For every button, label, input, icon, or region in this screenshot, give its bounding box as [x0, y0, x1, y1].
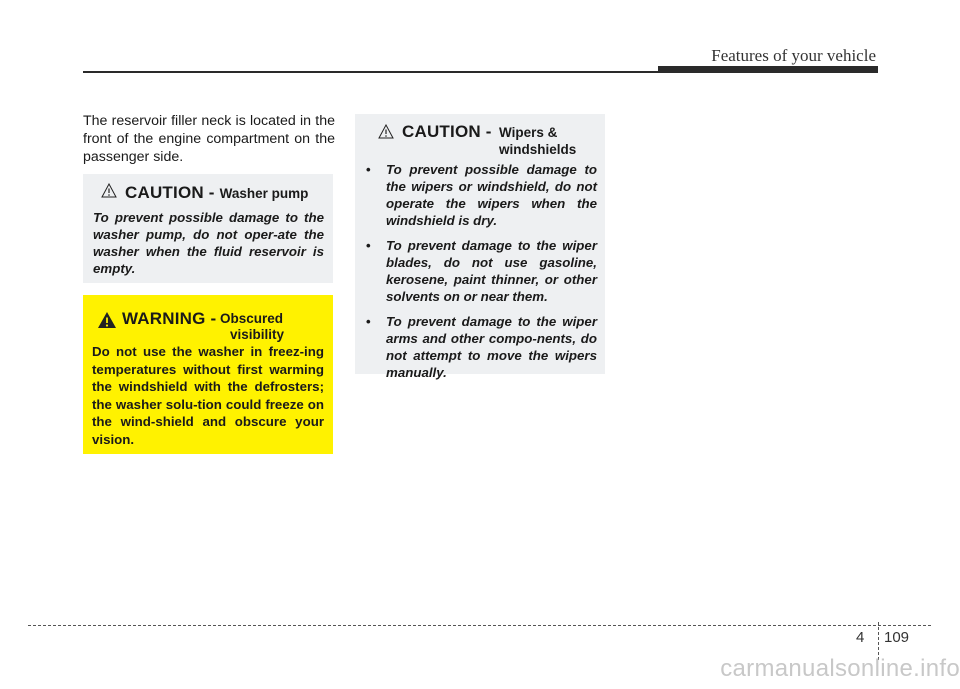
warning-subject-line2: visibility — [230, 327, 285, 342]
caution-box-washer-pump — [83, 174, 333, 283]
caution-box-wipers — [355, 114, 605, 380]
intro-paragraph: The reservoir filler neck is located in the front of the engine compartment on the passenger side. — [83, 113, 335, 165]
caution-wipers-subject-line2: windshields — [499, 142, 577, 157]
caution-wipers-bullet — [366, 313, 597, 381]
page-number: 109 — [884, 629, 910, 646]
header-rule — [83, 71, 660, 73]
caution-wipers-bullet — [366, 161, 597, 229]
bullet-dot: • — [366, 162, 371, 177]
header-rule-accent — [658, 66, 878, 73]
caution-wipers-label: CAUTION - — [402, 122, 492, 141]
caution-wipers-subject-line1: Wipers & — [499, 125, 558, 140]
caution-wipers-bullet-text: To prevent possible damage to the wipers or windshield, do not operate the wipers when the windshield is dry. — [386, 162, 597, 228]
warning-box-obscured-visibility — [83, 295, 333, 454]
caution-wipers-title — [366, 122, 597, 158]
caution-text: To prevent possible damage to the washer pump, do not oper-ate the washer when the fluid reservoir is empty. — [93, 210, 324, 276]
warning-title — [92, 307, 324, 341]
caution-title — [101, 183, 324, 203]
warning-subject-line1: Obscured — [220, 311, 284, 326]
caution-triangle-icon — [378, 124, 394, 144]
chapter-number: 4 — [856, 629, 865, 646]
caution-wipers-bullet-text: To prevent damage to the wiper arms and other compo-nents, do not attempt to move the wipers manually. — [386, 314, 597, 380]
warning-triangle-icon — [97, 311, 117, 334]
footer-rule — [28, 625, 931, 626]
warning-label: WARNING - — [122, 309, 217, 328]
bullet-dot: • — [366, 314, 371, 329]
warning-text: Do not use the washer in freez-ing temperatures without first warming the windshield with the defrosters; the washer solu-tion could freeze on the wind-shield and obscure your vision. — [92, 344, 324, 447]
caution-wipers-bullet-text: To prevent damage to the wiper blades, do not use gasoline, kerosene, paint thinner, or other solvents on or near them. — [386, 238, 597, 304]
caution-label: CAUTION - — [125, 183, 215, 202]
bullet-dot: • — [366, 238, 371, 253]
caution-wipers-bullet — [366, 237, 597, 305]
page-header-title: Features of your vehicle — [711, 46, 876, 65]
watermark: carmanualsonline.info — [720, 655, 960, 682]
caution-triangle-icon — [101, 183, 117, 203]
caution-subject: Washer pump — [219, 186, 309, 201]
